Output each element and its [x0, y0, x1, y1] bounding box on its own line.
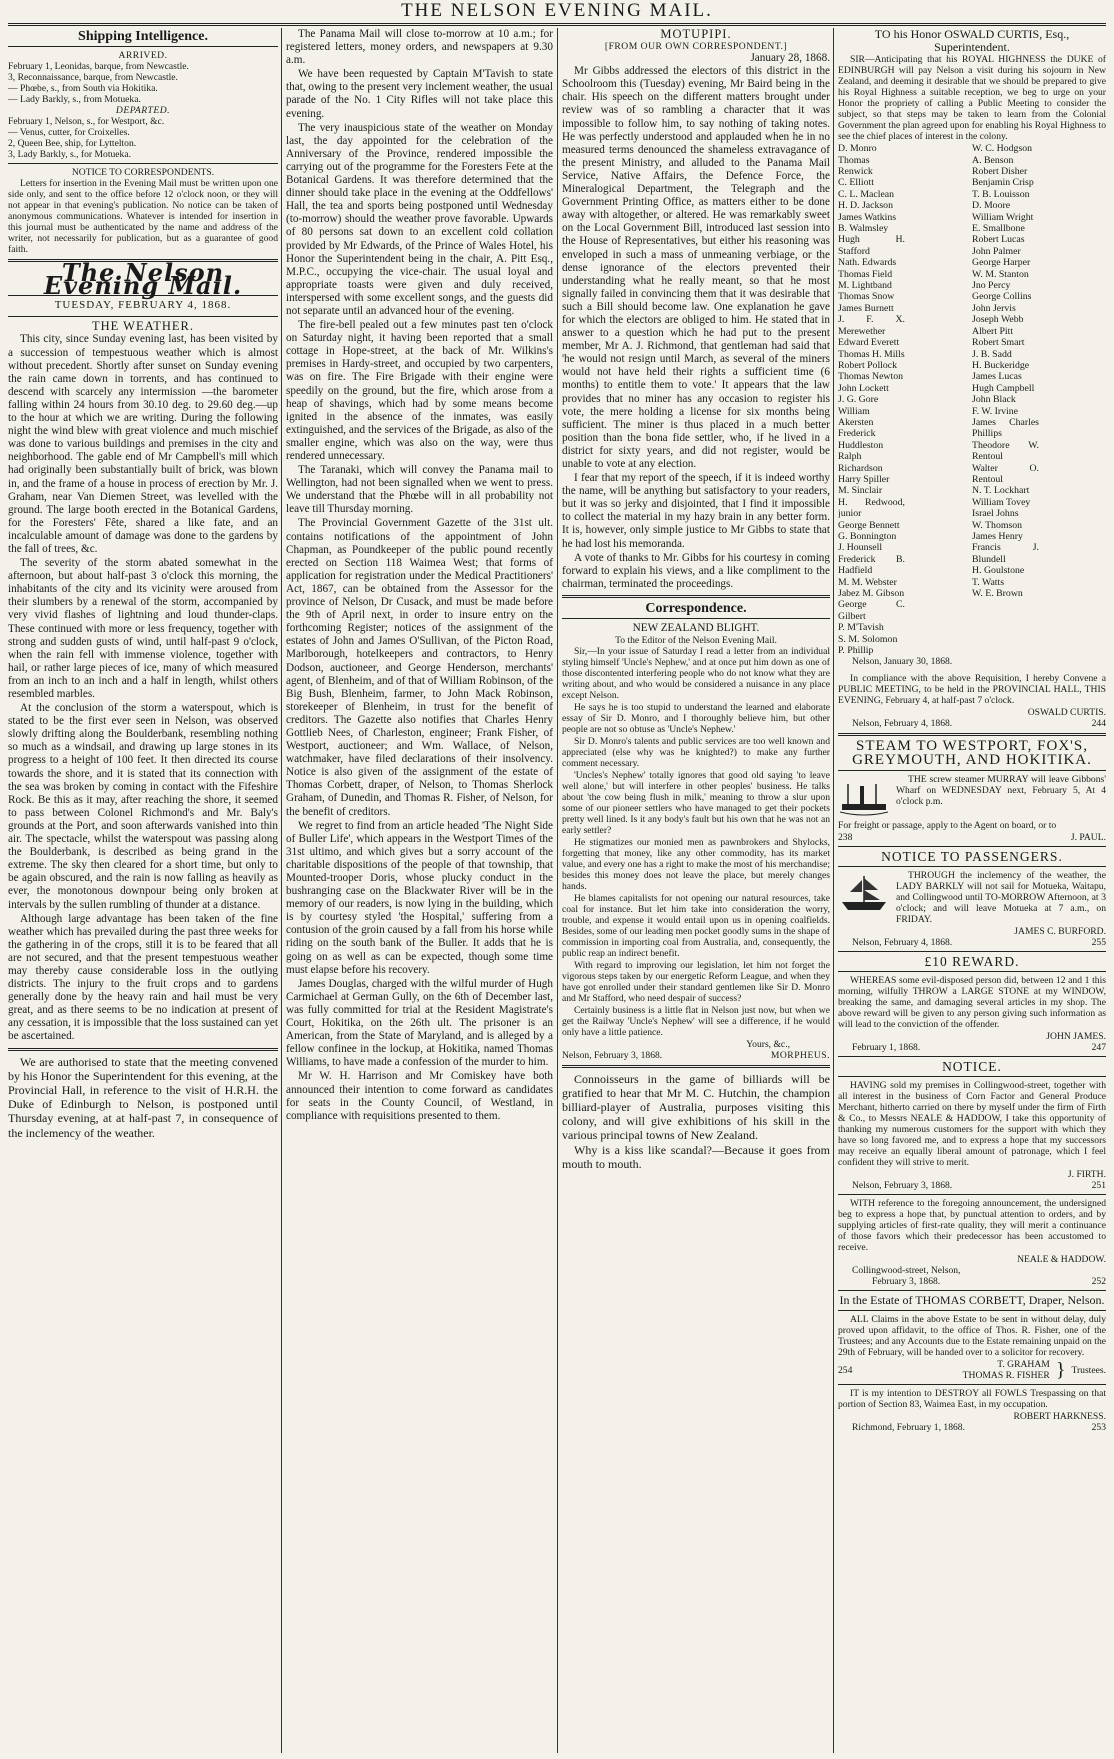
news-paragraph: We regret to find from an article headed 'The Night Side of Buller Life', which appears in the Westport Times of the 31st ultimo, and which gives but a sorry account of the charitable dispositions of the people of that township, that Mounted-trooper Doris, whose plucky conduct in the bushranging case on the Blackwater River will be in the memory of our readers, is now lying in the building, which is by courtesy styled 'the Hospital,' suffering from a contusion of the groin caused by a fall from his horse while riding on the south bank of the Buller. It adds that he is going on as well as can be expected, though some time must elapse before his recovery.	[286, 819, 553, 976]
signatory-name: Thomas Snow	[838, 291, 895, 303]
neale-signature: NEALE & HADDOW.	[1017, 1253, 1106, 1265]
kiss-paragraph: Why is a kiss like scandal?—Because it goes from mouth to mouth.	[562, 1143, 830, 1172]
passengers-ad-number: 255	[1091, 936, 1106, 948]
motupipi-paragraph: Mr Gibbs addressed the electors of this district in the Schoolroom this (Tuesday) evening, Mr Baird being in the chair. His speech on the different matters brought under review was of so rambling a character that it was impossible to follow him, to say nothing of taking notes. He was perfectly understood and applauded when he in no measured terms denounced the shameless extravagance of the present Ministry, and alluded to the Panama Mail Service, Native Affairs, the Defence Force, the Mineralogical Department, the Telegraph and the Government Printing Office, as matters either to be done away with altogether, or altered. He was remarkably sweet on the Local Government Bill, introduced last session into the House of Representatives, but either his reasoning was enveloped in such a mass of unmeaning verbiage, or the dense ignorance of the electors prevented their understanding what he really meant, so that he most signally failed in convincing them that it was desirable that such a Bill should become law. One explanation he gave for which the electors are obliged to him. He stated that in answer to a question which he had put to the present member, Mr A. J. Richmond, that gentleman had said that 'he would not resign until March, as several of the miners would not have held their rights a sufficient time (6 months) to entitle them to vote.' It appears that the law provides that no miner has any occasion to register his vote, the mere holding a license for six months being sufficient. The miner is thus placed in a much better position than the bona fide settler, who, if he lived in a district for sixty years, and did not register, would be unable to vote at any election.	[562, 65, 830, 470]
column-1	[8, 28, 278, 1753]
neale-ad-number: 252	[1091, 1275, 1106, 1287]
weather-paragraph: Although large advantage has been taken of the fine weather which has prevailed during the past three weeks for the gathering in of the crops, still it is to be feared that all are not secured, and that the present tempestuous weather may thereby cause considerable loss in the outlying districts. The injury to the fruit crops and to gardens generally done by the heavy rain and hail must be very great, and as there seems to be no indication at present of any cessation, it is impossible that the loss sustained can yet be ascertained.	[8, 912, 278, 1043]
signatory-name: H. D. Jackson	[838, 200, 893, 212]
signatory-name: G. Bonnington	[838, 531, 897, 542]
signatory-name: Thomas Field	[838, 268, 893, 280]
motupipi-paragraph: A vote of thanks to Mr. Gibbs for his courtesy in coming forward to explain his views, and a like compliment to the chairman, terminated the proceedings.	[562, 551, 830, 590]
steam-title: STEAM TO WESTPORT, FOX'S, GREYMOUTH, AND HOKITIKA.	[852, 738, 1092, 768]
signatory-name: Hugh H. Stafford	[838, 234, 905, 257]
signatory-name: H. Goulstone	[972, 565, 1025, 577]
shipping-title: Shipping Intelligence.	[78, 29, 208, 44]
steamer-icon	[838, 776, 890, 818]
firth-signature: J. FIRTH.	[1067, 1168, 1106, 1180]
signatory-name: M. M. Webster	[838, 576, 897, 588]
news-paragraph: The very inauspicious state of the weather on Monday last, the day appointed for the celebration of the Anniversary of the Province, rendered impossible the carrying out of the programme for the Foresters Fete at the Botanical Gardens. It was therefore determined that the dinner should take place in the evening at the Oddfellows' Hall, the tea and sports being postponed until Wednesday (to-morrow) should the weather prove favorable. Upwards of 80 persons sat down to an excellent cold collation provided by Mr Edwards, of the Prince of Wales Hotel, his Honor the Superintendent being in the chair, A. Pitt Esq., M.P.C., occupying the vice-chair. The usual loyal and appropriate toasts were given and duly received, interspersed with some excellent songs, and the guests did not separate until an advanced hour of the evening.	[286, 121, 553, 317]
column-2	[286, 28, 553, 1753]
curtis-ad-number: 244	[1091, 718, 1106, 730]
signatory-name: Edward Everett	[838, 337, 900, 349]
letter-paragraph: 'Uncles's Nephew' totally ignores that good old saying 'to leave well alone,' but will interfere in other peoples' business. He talks about 'the cow being flush in milk,' meaning to throw a slur upon some of our pioneer settlers who have managed to get their pockets pretty well lined. Is it any body's fault but his own that he was not an early settler?	[562, 770, 830, 837]
list-item: — Lady Barkly, s., from Motueka.	[8, 94, 141, 106]
signatory-name: H. Buckeridge	[972, 359, 1030, 371]
signatory-name: Israel Johns	[972, 508, 1019, 520]
sailing-ship-icon	[838, 872, 890, 914]
signatory-name: Thomas H. Mills	[838, 348, 905, 360]
steam-ad-number: 238	[838, 831, 853, 843]
signatory-name: P. Phillip	[838, 645, 874, 657]
signatory-name: George Harper	[972, 257, 1031, 269]
corbett-ad-number: 254	[838, 1364, 853, 1376]
arrived-list	[8, 61, 278, 105]
signatory-name: James Watkins	[838, 211, 897, 223]
signatory-name: W. C. Hodgson	[972, 143, 1033, 155]
weather-title: THE WEATHER.	[91, 319, 195, 334]
motupipi-date: January 28, 1868.	[750, 52, 830, 65]
news-paragraph: The Provincial Government Gazette of the 31st ult. contains notifications of the appointment of John Chapman, as Poundkeeper of the public pound recently erected on Section 118 Waimea West; that forms of application for registration under the Medical Practitioners' Act, 1867, can be obtained from the Assessor for the province of Nelson, Dr Cusack, and must be made before the 9th of April next, in order to insure entry on the forthcoming Register; notices of the assignment of the estates of John and James O'Sullivan, of the Picton Road, Marlborough, hotelkeepers and contractors, to Henry Dodson, auctioneer, and George Henderson, merchants' agent, of Blenheim, and of that of William Robinson, of the Big Bush, Blenheim, farmer, to John Mack Robinson, storekeeper of Blenheim, in trust for the benefit of creditors. The Gazette also notifies that Charles Henry Gottlieb Nees, of Charleston, engineer; Frank Fisher, of Westport, auctioneer; and Wm. Wallace, of Nelson, watchmaker, have filed declarations of their insolvency. Notice is also given of the assignment of the estate of Thomas Corbett, draper, of Nelson, to Thomas Sherlock Graham, of Dunedin, and Thomas R. Fisher, of Nelson, for the benefit of creditors.	[286, 517, 553, 818]
signatory-name: D. Moore	[972, 200, 1011, 212]
notice-title: NOTICE.	[942, 1058, 1002, 1074]
signatory-name: Harry Spiller	[838, 473, 890, 485]
list-item: 2, Queen Bee, ship, for Lyttelton.	[8, 138, 137, 150]
signatory-name: George Collins	[972, 291, 1032, 303]
signatory-name: Albert Pitt	[972, 325, 1014, 337]
firth-notice-text: HAVING sold my premises in Collingwood-street, together with all interest in the business of Corn Factor and General Produce Merchant, hitherto carried on there by myself under the firm of Firth & Co., to Messrs NEALE & HADDOW, I take this opportunity of thanking my numerous customers for the support with which they have so long favored me, and to express a hope that my successors may receive an equally liberal amount of patronage, which I feel confident they will strive to merit.	[838, 1079, 1106, 1168]
passengers-title: NOTICE TO PASSENGERS.	[881, 848, 1063, 864]
letter-paragraph: Certainly business is a little flat in Nelson just now, but when we get the Railway 'Uncle's Nephew' will see a difference, if he would only have a little patience.	[562, 1005, 830, 1039]
fowls-signature: ROBERT HARKNESS.	[1013, 1411, 1106, 1423]
requisition-signatories	[838, 143, 1106, 656]
steam-freight: For freight or passage, apply to the Agent on board, or to	[838, 819, 1057, 831]
signatory-name: John Black	[972, 394, 1016, 406]
weather-paragraph: At the conclusion of the storm a waterspout, which is stated to be the first ever seen in Nelson, was observed slowly drifting along the Boulderbank, resembling nothing so much as a windsail, and drawing up large stones in its progress to a height of 100 feet. It then directed its course towards the shore, and it is stated that its connection with the sea was broken by coming in contact with the Fifeshire Rock. Be this as it may, after reaching the shore, it seemed to pass between Colonel Richmond's and Mr. Baly's grounds at the Port, and soon afterwards vanished into thin air. The spectacle, whilst the waterspout was passing along the Boulderbank, is described as being grand in the extreme. The sky then cleared for a short time, but only to be again obscured, and the rain is now falling as heavily as ever, the monotonous downpour being only broken at intervals by the sullen rumbling of thunder at a distance.	[8, 702, 278, 911]
signatory-name: George C. Gilbert	[838, 599, 905, 622]
corbett-text: ALL Claims in the above Estate to be sent in without delay, duly proved upon affidavit, to the office of Thos. R. Fisher, one of the Trustees; and any Accounts due to the Estate remaining unpaid on the 29th of February, will be handed over to a solicitor for recovery.	[838, 1314, 1106, 1359]
motupipi-paragraph: I fear that my report of the speech, if it is indeed worthy the name, will be anything but satisfactory to your readers, but it was so jerky and disjointed, that I find it impossible to collect the material in my hazy brain in any better form. It is, however, only simple justice to Mr Gibbs to state that he had lost his memoranda.	[562, 472, 830, 550]
brace-icon: }	[1055, 1358, 1066, 1381]
reward-ad-number: 247	[1091, 1041, 1106, 1053]
passengers-text: THROUGH the inclemency of the weather, the LADY BARKLY will not sail for Motueka, Waitapu, and Collingwood until TO-MORROW Afternoon, at 3 o'clock; and will leave Motueka at 7 a.m., on FRIDAY.	[896, 869, 1106, 925]
notice-correspondents-text: Letters for insertion in the Evening Mail must be written upon one side only, and sent to the office before 12 o'clock noon, or they will not appear in that evening's publication. No notice can be taken of anonymous communications. Whatever is intended for insertion in this journal must be authenticated by the name and address of the writer, not necessarily for publication, but as a guarantee of good faith.	[8, 178, 278, 256]
signatory-name: Robert Lucas	[972, 234, 1025, 246]
list-item: — Phœbe, s., from South via Hokitika.	[8, 83, 158, 95]
signatory-name: Robert Disher	[972, 166, 1028, 177]
motupipi-from: [FROM OUR OWN CORRESPONDENT.]	[604, 41, 788, 53]
reward-text: WHEREAS some evil-disposed person did, between 12 and 1 this morning, wilfully THROW a LARGE STONE at my WINDOW, breaking the same, and damaging several articles in my shop. The above reward will be given to any person giving such information as will lead to the conviction of the offender.	[838, 974, 1106, 1030]
column-divider	[557, 28, 558, 1753]
neale-address: Collingwood-street, Nelson,	[852, 1264, 961, 1276]
signatory-name: Francis J. Blundell	[972, 542, 1039, 565]
signatory-name: Ralph Richardson	[838, 451, 883, 474]
steam-signature: J. PAUL.	[1070, 831, 1106, 843]
signatory-name: J. Hounsell	[838, 542, 883, 554]
signatory-name: Thomas Newton	[838, 371, 904, 383]
fowls-ad-number: 253	[1091, 1422, 1106, 1434]
fowls-text: IT is my intention to DESTROY all FOWLS Trespassing on that portion of Section 83, Waimea East, in my occupation.	[838, 1388, 1106, 1411]
signatory-name: M. Lightband	[838, 280, 892, 292]
signatory-name: Thomas Renwick	[838, 154, 873, 177]
list-item: 3, Reconnaissance, barque, from Newcastle.	[8, 72, 178, 84]
signatory-name: J. G. Gore	[838, 394, 879, 406]
signatory-name: Nath. Edwards	[838, 257, 897, 269]
correspondence-title: Correspondence.	[645, 600, 747, 616]
signatory-name: W. E. Brown	[972, 588, 1023, 600]
column-divider	[281, 28, 282, 1753]
signatory-name: T. Watts	[972, 576, 1005, 588]
signatory-name: E. Smallbone	[972, 223, 1025, 235]
list-item: — Venus, cutter, for Croixelles.	[8, 127, 130, 139]
signatory-name: M. Sinclair	[838, 485, 883, 497]
news-paragraph: Mr W. H. Harrison and Mr Comiskey have both announced their intention to come forward as candidates for seats in the County Council, of Westland, in compliance with requisitions presented to them.	[286, 1070, 553, 1122]
signatory-name: George Bennett	[838, 519, 900, 531]
column-3	[562, 28, 830, 1753]
steam-text: THE screw steamer MURRAY will leave Gibbons' Wharf on WEDNESDAY next, February 5, At 4 o'clock p.m.	[896, 773, 1106, 807]
signatory-name: Robert Smart	[972, 337, 1025, 349]
corbett-title: In the Estate of THOMAS CORBETT, Draper, Nelson.	[839, 1292, 1105, 1307]
signatory-name: Theodore W. Rentoul	[972, 439, 1039, 463]
column-divider	[833, 28, 834, 1753]
signatory-name: James Charles Phillips	[972, 416, 1039, 440]
signatory-name: Jabez M. Gibson	[838, 588, 905, 600]
blight-title: NEW ZEALAND BLIGHT.	[632, 622, 760, 635]
signatory-name: Joseph Webb	[972, 314, 1024, 326]
weather-paragraph: The severity of the storm abated somewhat in the afternoon, but about half-past 3 o'clock this morning, the inhabitants of the city and its vicinity were aroused from their slumbers by a renewal of the storm, accompanied by very vivid flashes of lightning and loud thunder-claps. These continued with more or less frequency, together with strong and sudden gusts of wind, until half-past 9 o'clock, when the rain fell with immense violence, together with hail, or rather large pieces of ice, many of which measured from an inch to an inch and a half in length, whilst others resembled marbles.	[8, 557, 278, 700]
signatory-name: H. Redwood, junior	[838, 496, 905, 520]
signatory-name: Robert Pollock	[838, 359, 898, 371]
corbett-trustees-label: Trustees.	[1071, 1364, 1106, 1376]
news-paragraph: The Panama Mail will close to-morrow at 10 a.m.; for registered letters, money orders, and newspapers at 9.30 a.m.	[286, 28, 553, 67]
passengers-date: Nelson, February 4, 1868.	[852, 936, 953, 948]
letter-yours: Yours, &c.,	[746, 1039, 790, 1051]
signatory-name: William Akersten	[838, 405, 874, 428]
neale-notice-text: WITH reference to the foregoing announcement, the undersigned beg to express a hope that, by punctual attention to orders, and by supplying articles of first-rate quality, they will merit a continuance of those favors which their predecessor has been accustomed to receive.	[838, 1197, 1106, 1253]
arrived-label: ARRIVED.	[118, 50, 168, 62]
signatory-name: Frederick B. Hadfield	[838, 553, 905, 577]
signatory-name: P. M'Tavish	[838, 622, 884, 634]
masthead: THE NELSON EVENING MAIL.	[401, 0, 713, 21]
signatories-left	[838, 143, 972, 656]
signatory-name: James Henry	[972, 531, 1023, 542]
signatory-name: D. Monro	[838, 143, 877, 155]
reward-date: February 1, 1868.	[852, 1041, 921, 1053]
requisition-date: Nelson, January 30, 1868.	[852, 656, 953, 668]
signatory-name: F. W. Irvine	[972, 405, 1019, 417]
weather-paragraph: This city, since Sunday evening last, has been visited by a succession of tempestuous weather which is almost without precedent. Shortly after sunset on Sunday evening the rain came down in torrents, and has continued to descend with scarcely any intermission —the barometer falling within 24 hours from 30.10 deg. to 29.60 deg.—up to the hour at which we are writing. During the following night the wind blew with great violence and much mischief was done to various buildings and premises in the city and neighborhood. The gable end of Mr Campbell's mill which had originally been substantially built of brick, was blown in, and the frame of a house in process of erection by Mr. J. Graham, near Van Diemen Street, was levelled with the ground. The large booth erected in the Botanical Gardens, for the Foresters' Fête, shared a like fate, and an incalculable amount of damage was done to the gardens by the fall of trees, &c.	[8, 333, 278, 555]
letter-signature: MORPHEUS.	[770, 1050, 830, 1062]
reward-title: £10 REWARD.	[924, 953, 1020, 969]
news-paragraph: We have been requested by Captain M'Tavish to state that, owing to the present very inclement weather, the usual parade of the No. 1 City Rifles will not take place this evening.	[286, 68, 553, 120]
signatory-name: C. L. Maclean	[838, 188, 895, 200]
signatory-name: James Lucas	[972, 371, 1022, 383]
firth-ad-number: 251	[1091, 1179, 1106, 1191]
letter-paragraph: He stigmatizes our monied men as pawnbrokers and Shylocks, forgetting that money, like any other commodity, has its market value, and every one has a right to make the most of his merchandise; besides this money does not leave the place, but merely changes hands.	[562, 837, 830, 893]
signatory-name: William Tovey	[972, 496, 1031, 508]
news-paragraph: The fire-bell pealed out a few minutes past ten o'clock on Saturday night, it having been reported that a small cottage in Hope-street, at the back of Mr. Wilkins's premises in Hardy-street, and occupied by two carpenters, was on fire. The Fire Brigade with their engine were speedily on the ground, but the fire, which arose from a heap of shavings, which had by some means become ignited in the absence of the inmates, was easily extinguished, and the services of the Brigade, as also of the smaller engine, which was also on the way, were thus rendered unnecessary.	[286, 319, 553, 462]
signatory-name: B. Walmsley	[838, 223, 889, 235]
curtis-address: TO his Honor OSWALD CURTIS, Esq., Superintendent.	[874, 28, 1070, 55]
curtis-date: Nelson, February 4, 1868.	[852, 718, 953, 730]
signatory-name: John Lockett	[838, 382, 889, 394]
departed-label: DEPARTED.	[115, 105, 171, 117]
curtis-signature: OSWALD CURTIS.	[1027, 707, 1106, 719]
departed-list	[8, 116, 278, 160]
to-editor: To the Editor of the Nelson Evening Mail.	[615, 635, 777, 647]
letter-place: Nelson, February 3, 1868.	[562, 1050, 663, 1062]
signatory-name: S. M. Solomon	[838, 633, 898, 645]
curtis-requisition: SIR—Anticipating that his ROYAL HIGHNESS the DUKE of EDINBURGH will pay Nelson a visit during his sojourn in New Zealand, and deeming it desirable that we should be prepared to give his Royal Highness a suitable reception, we beg to urge on your Honor the propriety of calling a Public Meeting to consider the subject, so that steps may be taken to learn from the Colonial Government the plan agreed upon for enabling his Royal Highness to see the chief places of interest in the colony.	[838, 54, 1106, 143]
letter-paragraph: He says he is too stupid to understand the learned and elaborate essay of Sir D. Monro, and I thoroughly believe him, but other people are not so obtuse as 'Uncle's Nephew.'	[562, 702, 830, 736]
meeting-postponed-notice: We are authorised to state that the meeting convened by his Honor the Superintendent for this evening, at the Provincial Hall, in reference to the visit of H.R.H. the Duke of Edinburgh to Nelson, is postponed until Thursday evening, at at half-past 7, in consequence of the inclemency of the weather.	[8, 1054, 278, 1140]
notice-correspondents-title: NOTICE TO CORRESPONDENTS.	[71, 167, 215, 179]
paper-title: The Nelson Evening Mail.	[43, 258, 243, 301]
neale-date: February 3, 1868.	[872, 1275, 941, 1287]
letter-paragraph: With regard to improving our legislation, let him not forget the vigorous steps taken by our energetic Reform League, and when they have got enrolled under their standard gentlemen like Sir D. Monro and Mr Stafford, who need despair of success?	[562, 960, 830, 1005]
list-item: February 1, Nelson, s., for Westport, &c.	[8, 116, 165, 128]
motupipi-title: MOTUPIPI.	[660, 28, 732, 41]
news-paragraph: The Taranaki, which will convey the Panama mail to Wellington, had not been signalled when we went to press. We understand that the Phœbe will in all probability not leave till Thursday morning.	[286, 464, 553, 516]
corbett-trustee-2: THOMAS R. FISHER	[962, 1370, 1050, 1382]
letter-paragraph: Sir,—In your issue of Saturday I read a letter from an individual styling himself 'Uncle's Nephew,' and at once put him down as one of those discontented interfering people who do not know what they are writing about, and who would be considered a nuisance in any place except Nelson.	[562, 646, 830, 702]
firth-date: Nelson, February 3, 1868.	[852, 1179, 953, 1191]
signatory-name: Benjamin Crisp	[972, 177, 1034, 189]
list-item: February 1, Leonidas, barque, from Newcastle.	[8, 61, 189, 73]
letter-paragraph: Sir D. Monro's talents and public services are too well known and appreciated (else why was he knighted?) to make any further comment necessary.	[562, 736, 830, 770]
letter-paragraph: He blames capitalists for not opening our natural resources, take coal for instance. But let him take into consideration the worry, trouble, and expense it would entail upon us in opening coalfields. Besides, some of our leading men pocket goodly sums in the shape of commission in importing coal from Australia, and, consequently, the public reap an indirect benefit.	[562, 893, 830, 960]
signatory-name: T. B. Louisson	[972, 188, 1030, 200]
signatory-name: A. Benson	[972, 154, 1014, 166]
passengers-signature: JAMES C. BURFORD.	[1014, 925, 1106, 937]
signatory-name: J. F. X. Merewether	[838, 314, 905, 337]
compliance-text: In compliance with the above Requisition, I hereby Convene a PUBLIC MEETING, to be held in the PROVINCIAL HALL, THIS EVENING, February 4, at half-past 7 o'clock.	[838, 673, 1106, 707]
signatory-name: W. Thomson	[972, 519, 1023, 531]
news-paragraph: James Douglas, charged with the wilful murder of Hugh Carmichael at German Gully, on the 6th of December last, was fully committed for trial at the Resident Magistrate's Court, Hokitika, on the 26th ult. The prisoner is an American, from the State of Maryland, and is alleged by a fellow confinee in the lockup, at Hokitika, named Thomas Williams, to have made a confession of the murder to him.	[286, 977, 553, 1069]
signatory-name: W. M. Stanton	[972, 268, 1029, 280]
signatory-name: J. B. Sadd	[972, 348, 1012, 360]
signatory-name: Walter O. Rentoul	[972, 462, 1039, 485]
signatory-name: Jno Percy	[972, 280, 1011, 292]
fowls-date: Richmond, February 1, 1868.	[852, 1422, 965, 1434]
signatory-name: William Wright	[972, 211, 1034, 223]
reward-signature: JOHN JAMES.	[1046, 1030, 1106, 1042]
column-4	[838, 28, 1106, 1753]
signatory-name: James Burnett	[838, 302, 894, 314]
signatory-name: John Palmer	[972, 245, 1021, 257]
signatories-right	[972, 143, 1106, 656]
signatory-name: C. Elliott	[838, 177, 874, 189]
signatory-name: Hugh Campbell	[972, 382, 1035, 394]
masthead-rule	[8, 23, 1106, 26]
signatory-name: John Jervis	[972, 302, 1016, 314]
issue-date: TUESDAY, FEBRUARY 4, 1868.	[54, 299, 232, 312]
signatory-name: N. T. Lockhart	[972, 485, 1030, 497]
list-item: 3, Lady Barkly, s., for Motueka.	[8, 149, 132, 161]
signatory-name: Frederick Huddleston	[838, 428, 884, 451]
corbett-trustee-1: T. GRAHAM	[997, 1359, 1050, 1371]
billiards-paragraph: Connoisseurs in the game of billiards will be gratified to hear that Mr M. C. Hutchin, the champion billiard-player of Australia, purposes visiting this colony, and will give exhibitions of his skill in the various principal towns of New Zealand.	[562, 1072, 830, 1143]
